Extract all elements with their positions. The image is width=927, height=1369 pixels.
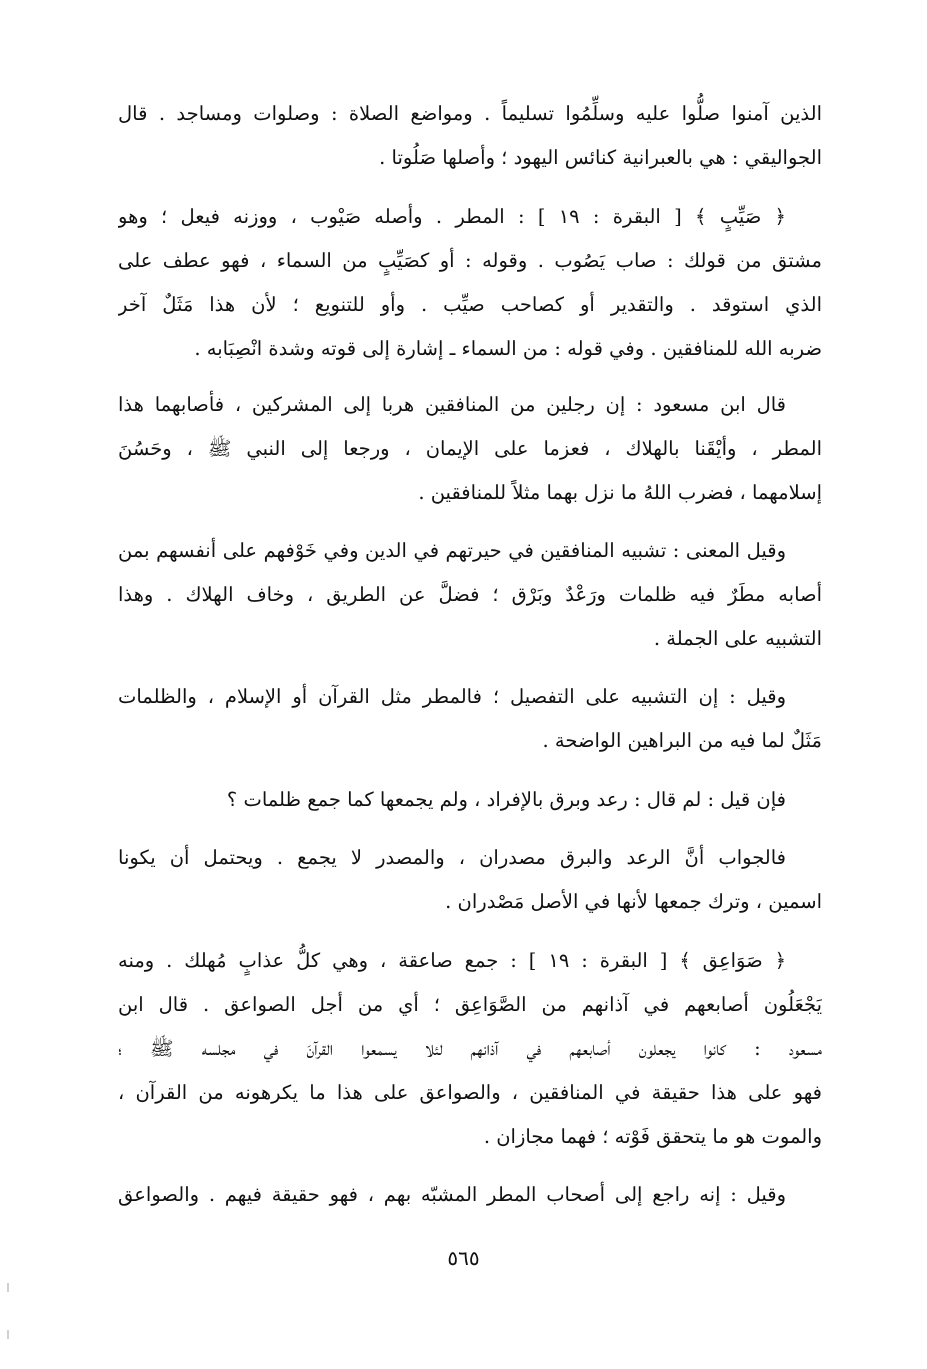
text-line: فإن قيل : لم قال : رعد وبرق بالإفراد ، ولم يجمعها كما جمع ظلمات ؟ [226, 788, 786, 811]
text-line: التشبيه على الجملة . [653, 627, 822, 650]
page-number: ٥٦٥ [447, 1246, 480, 1270]
text-line: فالجواب أنَّ الرعد والبرق مصدران ، والمصدر لا يجمع . ويحتمل أن يكونا [118, 846, 786, 869]
text-line: مسعود : كانوا يجعلون أصابعهم في آذانهم لئلا يسمعوا القرآنَ في مجلسه ﷺ ؛ [118, 1037, 822, 1060]
text-line: وقيل المعنى : تشبيه المنافقين في حيرتهم في الدين وفي خَوْفهم على أنفسهم بمن [118, 539, 786, 562]
text-line: ﴿ صَيِّبٍ ﴾ [ البقرة : ١٩ ] : المطر . وأصله صَيْوب ، ووزنه فيعل ؛ وهو [118, 205, 786, 228]
text-line: وقيل : إن التشبيه على التفصيل ؛ فالمطر مثل القرآن أو الإسلام ، والظلمات [118, 685, 786, 708]
text-line: مشتق من قولك : صاب يَصُوب . وقوله : أو كصَيِّبٍ من السماء ، فهو عطف على [118, 249, 822, 272]
text-line: إسلامهما ، فضرب اللهُ ما نزل بهما مثلاً للمنافقين . [418, 481, 822, 504]
text-line: فهو على هذا حقيقة في المنافقين ، والصواعق على هذا ما يكرهونه من القرآن ، [118, 1081, 822, 1104]
text-line: يَجْعَلُون أصابعهم في آذانهم من الصَّوَاعِق ؛ أي من أجل الصواعق . قال ابن [118, 993, 822, 1016]
margin-mark [7, 1283, 9, 1292]
text-line: اسمين ، وترك جمعها لأنها في الأصل مَصْدران . [445, 890, 822, 913]
text-line: وقيل : إنه راجع إلى أصحاب المطر المشبّه بهم ، فهو حقيقة فيهم . والصواعق [118, 1183, 786, 1206]
text-line: الذي استوقد . والتقدير أو كصاحب صيِّب . وأو للتنويع ؛ لأن هذا مَثَلٌ آخر [118, 293, 822, 316]
text-line: ﴿ صَوَاعِق ﴾ [ البقرة : ١٩ ] : جمع صاعقة ، وهي كلُّ عذابٍ مُهلك . ومنه [118, 949, 786, 972]
text-line: ضربه الله للمنافقين . وفي قوله : من السماء ـ إشارة إلى قوته وشدة انْصِبَابه . [194, 337, 822, 360]
text-line: أصابه مطَرٌ فيه ظلمات ورَعْدٌ وبَرْق ؛ فضلَّ عن الطريق ، وخاف الهلاك . وهذا [118, 583, 822, 606]
text-line: مَثَلٌ لما فيه من البراهين الواضحة . [542, 729, 822, 752]
text-line: قال ابن مسعود : إن رجلين من المنافقين هربا إلى المشركين ، فأصابهما هذا [118, 393, 786, 416]
margin-mark [7, 1330, 9, 1339]
text-line: والموت هو ما يتحقق فَوْته ؛ فهما مجازان . [483, 1125, 822, 1148]
text-line: المطر ، وأيْقَنا بالهلاك ، فعزما على الإيمان ، ورجعا إلى النبي ﷺ ، وحَسُنَ [118, 437, 822, 460]
text-line: الذين آمنوا صلُّوا عليه وسلِّمُوا تسليماً . ومواضع الصلاة : وصلوات ومساجد . قال [118, 102, 822, 125]
text-line: الجواليقي : هي بالعبرانية كنائس اليهود ؛ وأصلها صَلُوتا . [379, 146, 822, 169]
